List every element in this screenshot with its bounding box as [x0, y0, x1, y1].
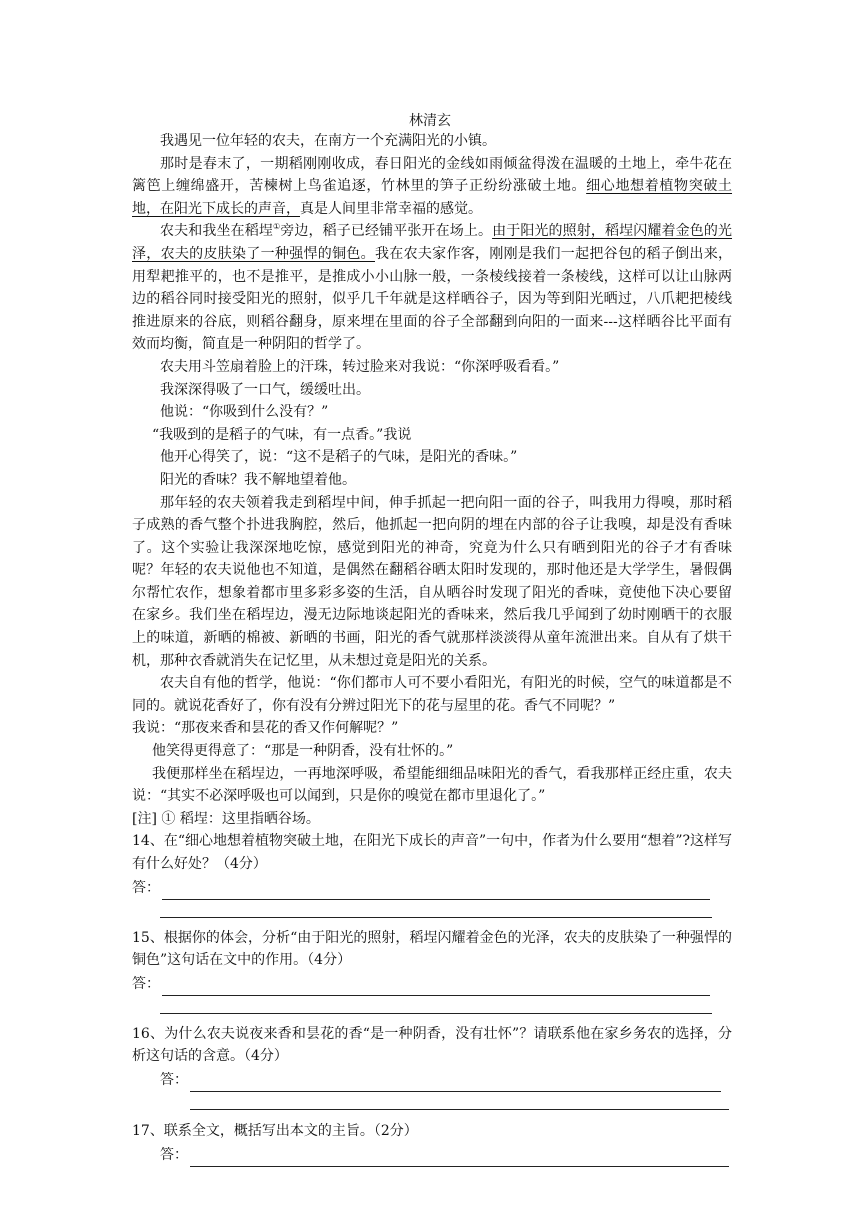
paragraph-7: “我吸到的是稻子的气味，有一点香。”我说 — [152, 426, 412, 443]
answer-label: 答： — [132, 976, 160, 993]
question-16 — [132, 1023, 732, 1110]
answer-line[interactable] — [190, 1075, 721, 1092]
answer-row — [132, 876, 732, 900]
answer-line[interactable] — [190, 1150, 729, 1167]
paragraph-3-text: 旁边，稻子已经铺平张开在场上。 — [280, 223, 493, 240]
answer-row — [132, 1143, 732, 1167]
answer-label: 答： — [160, 1146, 188, 1163]
answer-line[interactable] — [160, 996, 712, 1014]
question-17 — [132, 1120, 732, 1167]
answer-label: 答： — [132, 880, 160, 896]
paragraph-11: 农夫自有他的哲学，他说：“你们都市人可不要小看阳光，有阳光的时候，空气的味道都是不同的。就说花香好了，你有没有分辨过阳光下的花与屋里的花。香气不同呢？” — [132, 675, 732, 714]
author-name: 林清玄 — [409, 113, 451, 129]
answer-line[interactable] — [160, 900, 712, 918]
paragraph-1: 我遇见一位年轻的农夫，在南方一个充满阳光的小镇。 — [160, 133, 496, 149]
answer-line[interactable] — [162, 883, 710, 900]
answer-line[interactable] — [162, 979, 710, 996]
paragraph-14: 我便那样坐在稻埕边，一再地深呼吸，希望能细细品味阳光的香气，看我那样正经庄重，农夫说：“其实不必深呼吸也可以闻到，只是你的嗅觉在都市里退化了。” — [132, 765, 732, 805]
paragraph-12: 我说：“那夜来香和昙花的香又作何解呢？” — [132, 720, 399, 737]
question-text: 17、联系全文，概括写出本文的主旨。（2分） — [132, 1122, 418, 1139]
paragraph-2-end: 真是人间里非常幸福的感觉。 — [300, 200, 482, 217]
paragraph-6: 他说：“你吸到什么没有？” — [160, 404, 329, 421]
footnote: [注] ① 稻埕：这里指晒谷场。 — [132, 810, 320, 827]
article-body — [132, 130, 732, 1167]
paragraph-9: 阳光的香味？我不解地望着他。 — [160, 471, 356, 488]
paragraph-13: 他笑得更得意了：“那是一种阴香，没有壮怀的。” — [152, 743, 454, 760]
paragraph-5: 我深深得吸了一口气，缓缓吐出。 — [160, 381, 370, 398]
question-text: 15、根据你的体会，分析“由于阳光的照射，稻埕闪耀着金色的光泽，农夫的皮肤染了一种强悍的铜色”这句话在文中的作用。（4分） — [132, 929, 732, 969]
answer-row — [132, 972, 732, 996]
question-text: 14、在“细心地想着植物突破土地，在阳光下成长的声音”一句中，作者为什么要用“想着”?这样写有什么好处？（4分） — [132, 833, 732, 872]
answer-line[interactable] — [190, 1092, 729, 1110]
paragraph-2 — [132, 153, 732, 221]
underlined-sentence-1: 细心地想着植物突破土地，在阳光下成长的声音， — [132, 178, 733, 217]
paragraph-8: 他开心得笑了，说：“这不是稻子的气味，是阳光的香味。” — [160, 449, 518, 466]
paragraph-3-start: 农夫和我坐在稻埕 — [160, 223, 273, 240]
answer-row — [132, 1068, 732, 1092]
answer-label: 答： — [160, 1072, 188, 1089]
paragraph-10: 那年轻的农夫领着我走到稻埕中间，伸手抓起一把向阳一面的谷子，叫我用力得嗅，那时稻子成熟的香气整个扑进我胸腔，然后，他抓起一把向阴的埋在内部的谷子让我嗅，却是没有香味了。这个实验让我深深地吃惊，感觉到阳光的神奇，究竟为什么只有晒到阳光的谷子才有香味呢？年轻的农夫说他也不知道，是偶然在翻稻谷晒太阳时发现的，那时他还是大学学生，暑假偶尔帮忙农作，想象着都市里多彩多姿的生活，自从晒谷时发现了阳光的香味，竟使他下决心要留在家乡。我们坐在稻埕边，漫无边际地谈起阳光的香味来，然后我几乎闻到了幼时刚晒干的衣服上的味道，新晒的棉被、新晒的书画，阳光的香气就那样淡淡得从童年流泄出来。自从有了烘干机，那种衣香就消失在记忆里，从未想过竟是阳光的关系。 — [132, 494, 732, 669]
paragraph-4: 农夫用斗笠扇着脸上的汗珠，转过脸来对我说：“你深呼吸看看。” — [160, 358, 560, 375]
paragraph-3 — [132, 220, 732, 356]
underlined-sentence-2: 由于阳光的照射，稻埕闪耀着金色的光泽，农夫的皮肤染了一种强悍的铜色。 — [132, 223, 733, 262]
paragraph-2-text: 那时是春末了，一期稻刚刚收成，春日阳光的金线如雨倾盆得泼在温暖的土地上，牵牛花在篱笆上缠绵盛开，苦楝树上鸟雀追逐，竹林里的笋子正纷纷涨破土地。 — [132, 155, 732, 195]
paragraph-3-rest: 我在农夫家作客，刚刚是我们一起把谷包的稻子倒出来，用犁耙推平的，也不是推平，是推成小小山脉一般，一条棱线接着一条棱线，这样可以让山脉两边的稻谷同时接受阳光的照射，似乎几千年就是这样晒谷子，因为等到阳光晒过，八爪耙把棱线推进原来的谷底，则稻谷翻身，原来埋在里面的谷子全部翻到向阳的一面来---这样晒谷比平面有效而均衡，简直是一种阴阳的哲学了。 — [132, 245, 733, 353]
footnote-marker: ① — [272, 222, 281, 232]
question-14 — [132, 830, 732, 917]
question-15 — [132, 927, 732, 1014]
question-text: 16、为什么农夫说夜来香和昙花的香“是一种阴香，没有壮怀”？请联系他在家乡务农的选择，分析这句话的含意。（4分） — [132, 1025, 732, 1065]
